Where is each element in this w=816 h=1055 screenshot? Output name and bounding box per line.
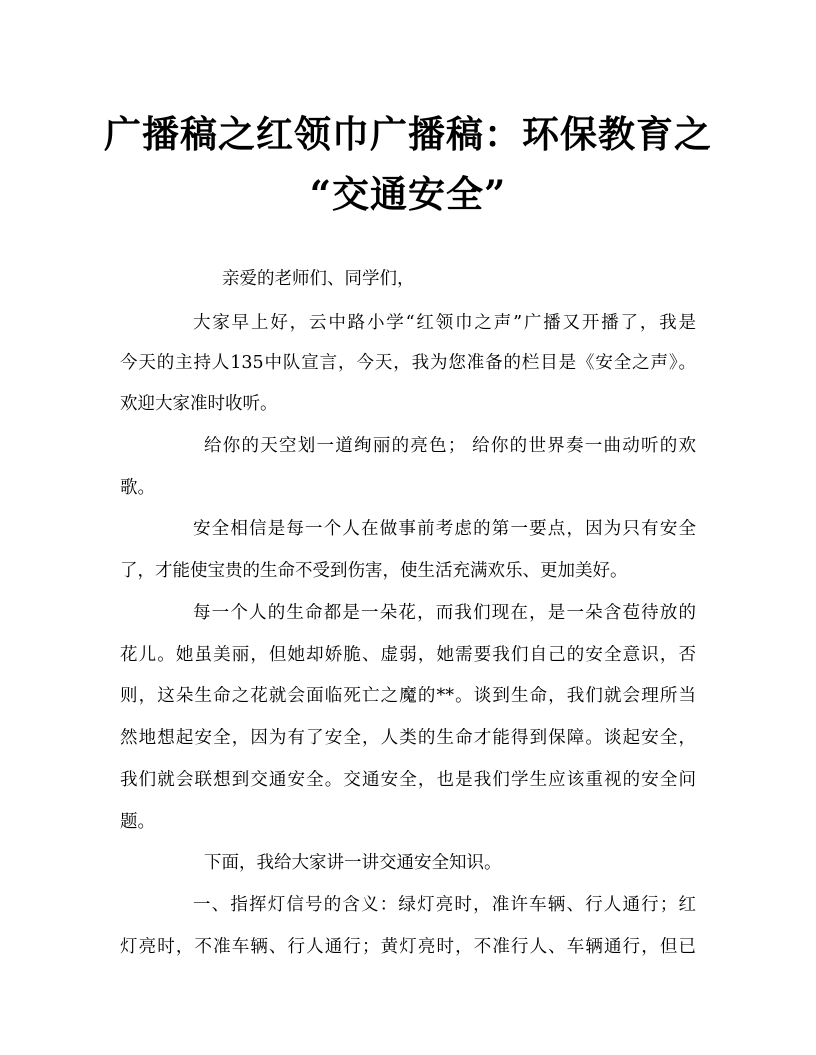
text-line: 今天的主持人135中队宣言，今天，我为您准备的栏目是《安全之声》。 — [120, 353, 696, 373]
text-line: 然地想起安全，因为有了安全，人类的生命才能得到保障。谈起安全， — [120, 728, 696, 748]
text-line: 了，才能使宝贵的生命不受到伤害，使生活充满欢乐、更加美好。 — [120, 561, 628, 581]
text-line: 亲爱的老师们、同学们， — [222, 269, 415, 289]
document-title-line-2: “交通安全” — [309, 172, 507, 216]
text-line: 大家早上好，云中路小学“红领巾之声”广播又开播了，我是 — [193, 313, 696, 333]
text-line: 给你的天空划一道绚丽的亮色； 给你的世界奏一曲动听的欢 — [204, 436, 696, 456]
text-line: 花儿。她虽美丽，但她却娇脆、虚弱，她需要我们自己的安全意识，否 — [120, 645, 696, 665]
text-line: 一、指挥灯信号的含义：绿灯亮时，准许车辆、行人通行；红 — [193, 895, 696, 915]
text-line: 题。 — [120, 812, 155, 832]
text-line: 欢迎大家准时收听。 — [120, 394, 278, 414]
text-line: 灯亮时，不准车辆、行人通行；黄灯亮时，不准行人、车辆通行，但已 — [120, 937, 696, 957]
text-line: 歌。 — [120, 478, 155, 498]
text-line: 我们就会联想到交通安全。交通安全，也是我们学生应该重视的安全问 — [120, 770, 696, 790]
text-line: 安全相信是每一个人在做事前考虑的第一要点，因为只有安全 — [193, 519, 696, 539]
text-line: 则，这朵生命之花就会面临死亡之魔的**。谈到生命，我们就会理所当 — [120, 686, 696, 706]
text-line: 每一个人的生命都是一朵花，而我们现在，是一朵含苞待放的 — [193, 603, 696, 623]
text-line: 下面，我给大家讲一讲交通安全知识。 — [204, 853, 502, 873]
document-title-line-1: 广播稿之红领巾广播稿：环保教育之 — [104, 112, 712, 156]
